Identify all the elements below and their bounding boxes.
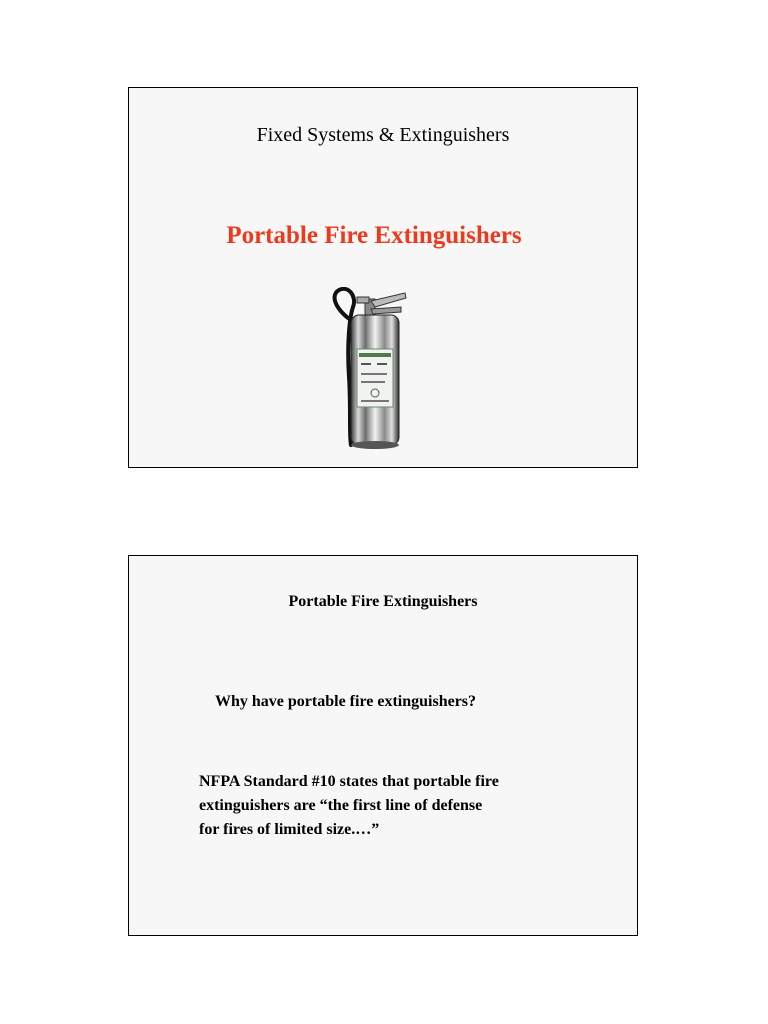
slide-2 [128, 555, 638, 936]
slide-2-question: Why have portable fire extinguishers? [215, 693, 477, 710]
fire-extinguisher-icon [327, 287, 411, 451]
slide-2-body-line: extinguishers are “the first line of defense [199, 797, 483, 814]
slide-1 [128, 87, 638, 468]
slide-2-body-line: NFPA Standard #10 states that portable fire [199, 773, 499, 790]
slide-1-subtitle: Fixed Systems & Extinguishers [256, 124, 510, 146]
slide-2-body [199, 770, 499, 842]
slide-2-title: Portable Fire Extinguishers [288, 593, 478, 610]
slide-2-body-line: for fires of limited size.…” [199, 821, 380, 838]
slide-1-title: Portable Fire Extinguishers [226, 222, 522, 249]
